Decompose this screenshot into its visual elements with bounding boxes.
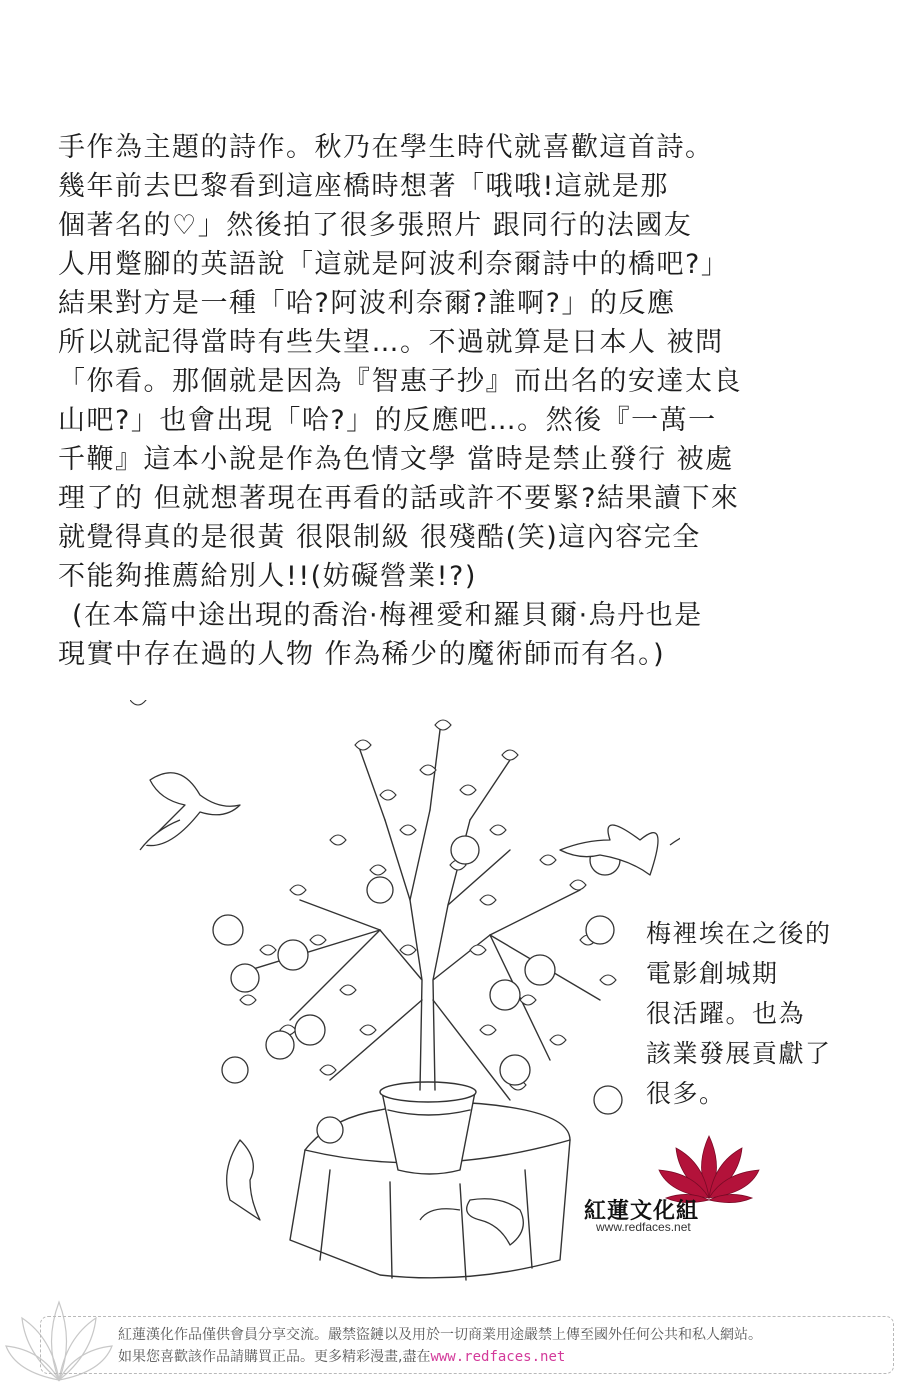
afterword-text bbox=[58, 128, 858, 674]
text-line: 結果對方是一種「哈?阿波利奈爾?誰啊?」的反應 bbox=[58, 288, 676, 319]
side-note-line: 該業發展貢獻了 bbox=[646, 1039, 832, 1068]
text-line: 就覺得真的是很黃 很限制級 很殘酷(笑)這內容完全 bbox=[58, 522, 701, 553]
stamp-url: www.redfaces.net bbox=[596, 1220, 691, 1234]
scanlation-stamp bbox=[584, 1128, 774, 1248]
side-note-line: 很多。 bbox=[646, 1079, 726, 1108]
text-line: (在本篇中途出現的喬治·梅裡愛和羅貝爾·烏丹也是 bbox=[72, 600, 703, 631]
stamp-name: 紅蓮文化組 bbox=[584, 1198, 700, 1224]
text-line: 千鞭』這本小說是作為色情文學 當時是禁止發行 被處 bbox=[58, 444, 734, 475]
text-line: 山吧?」也會出現「哈?」的反應吧…。然後『一萬一 bbox=[58, 405, 717, 436]
text-line: 幾年前去巴黎看到這座橋時想著「哦哦!這就是那 bbox=[58, 171, 669, 202]
text-line: 所以就記得當時有些失望…。不過就算是日本人 被問 bbox=[58, 327, 724, 358]
text-line: 人用蹩腳的英語說「這就是阿波利奈爾詩中的橋吧?」 bbox=[58, 249, 730, 280]
footer-purchase-note bbox=[118, 1346, 565, 1366]
footer-purchase-text: 如果您喜歡該作品請購買正品。更多精彩漫畫,盡在 bbox=[118, 1349, 431, 1365]
text-line: 現實中存在過的人物 作為稀少的魔術師而有名。) bbox=[58, 639, 666, 670]
footer-url-link[interactable]: www.redfaces.net bbox=[430, 1349, 566, 1365]
footer-notice bbox=[0, 1290, 900, 1393]
text-line: 理了的 但就想著現在再看的話或許不要緊?結果讀下來 bbox=[58, 483, 740, 514]
side-note-line: 很活躍。也為 bbox=[646, 999, 806, 1028]
footer-disclaimer: 紅蓮漢化作品僅供會員分享交流。嚴禁盜鏈以及用於一切商業用途嚴禁上傳至國外任何公共和私人網站。 bbox=[118, 1327, 762, 1343]
text-line: 手作為主題的詩作。秋乃在學生時代就喜歡這首詩。 bbox=[58, 132, 714, 163]
side-note bbox=[646, 914, 886, 1114]
text-line: 「你看。那個就是因為『智惠子抄』而出名的安達太良 bbox=[58, 366, 742, 397]
text-line: 不能夠推薦給別人!!(妨礙營業!?) bbox=[58, 561, 477, 592]
text-line: 個著名的♡」然後拍了很多張照片 跟同行的法國友 bbox=[58, 210, 693, 241]
side-note-line: 梅裡埃在之後的 bbox=[646, 919, 832, 948]
side-note-line: 電影創城期 bbox=[646, 959, 779, 988]
